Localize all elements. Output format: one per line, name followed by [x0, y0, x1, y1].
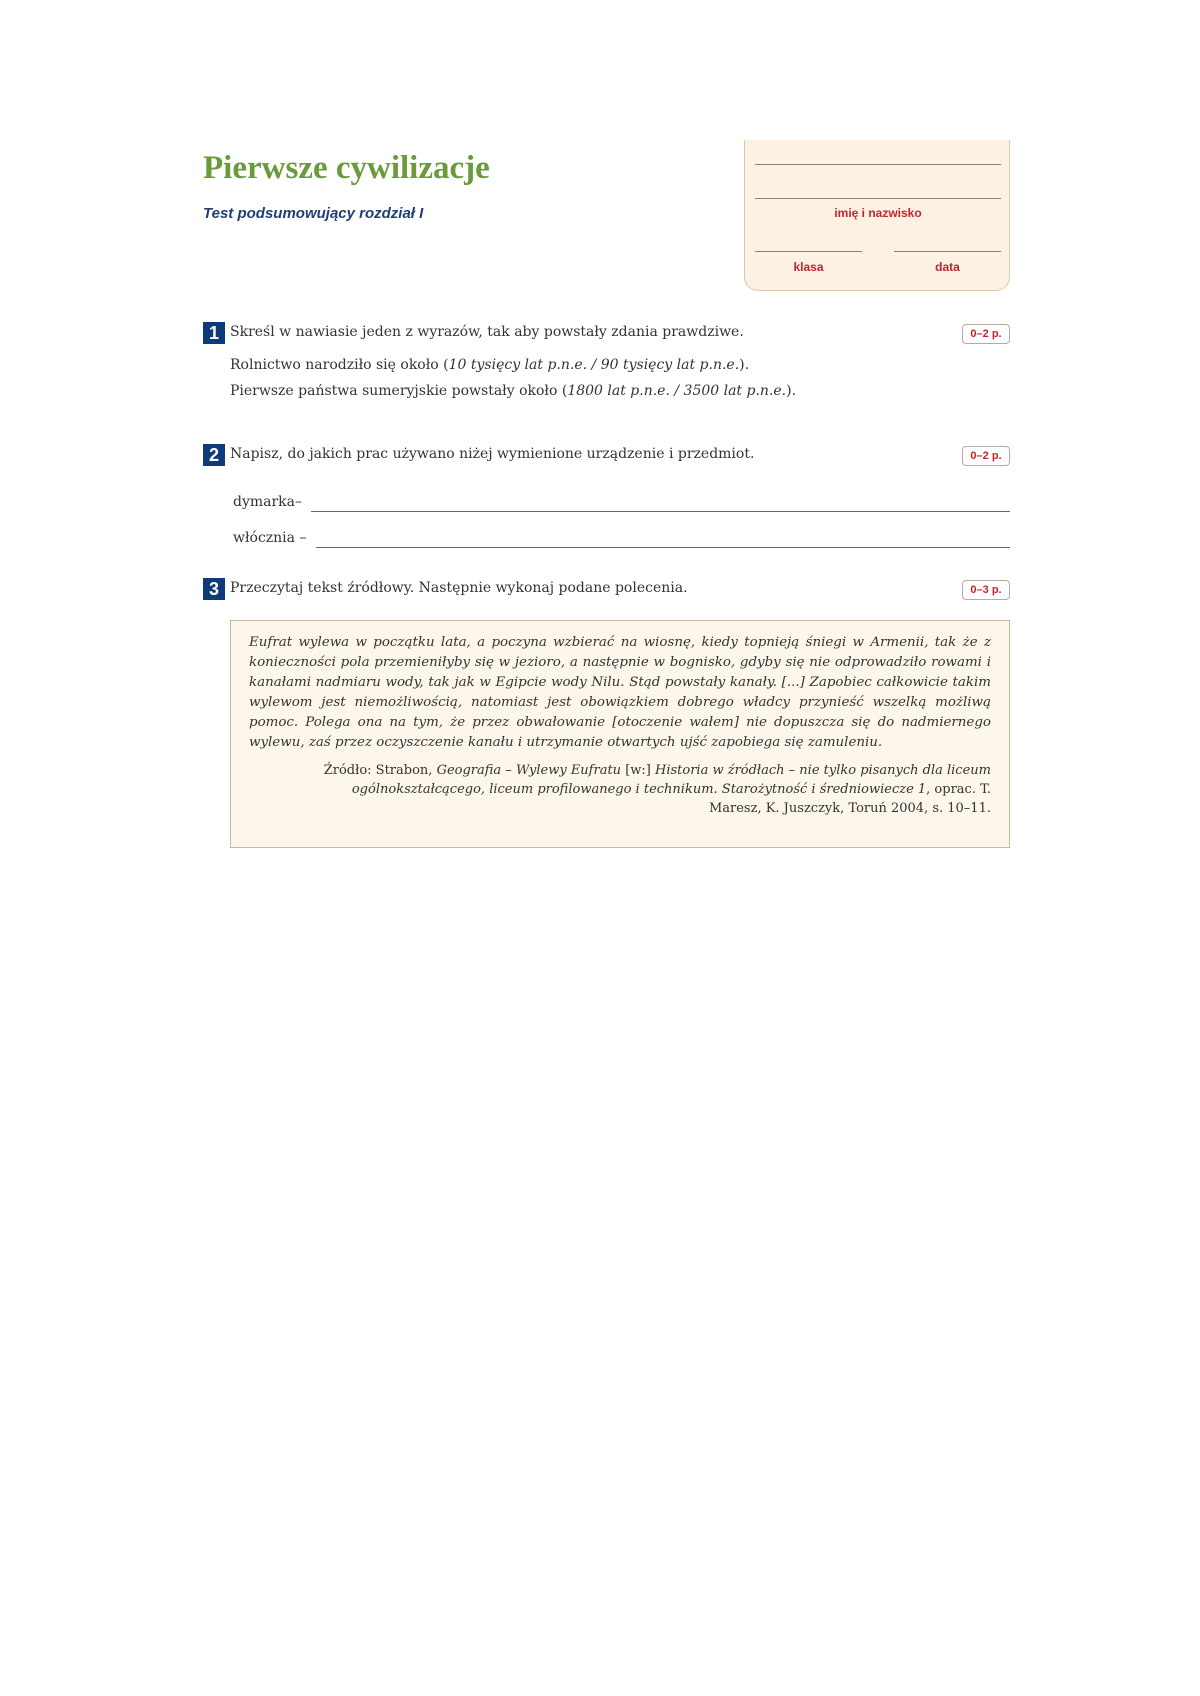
task-instruction: Przeczytaj tekst źródłowy. Następnie wykonaj podane polecenia.: [230, 580, 688, 596]
date-label: data: [935, 260, 960, 274]
task-instruction: Skreśl w nawiasie jeden z wyrazów, tak aby powstały zdania prawdziwe.: [230, 324, 744, 340]
task-1: [203, 322, 1010, 402]
answer-line[interactable]: [311, 511, 1010, 512]
points-badge: 0–2 p.: [962, 324, 1010, 344]
task-1-sentence-1: [230, 357, 749, 373]
task-number: 3: [203, 578, 225, 600]
points-badge: 0–3 p.: [962, 580, 1010, 600]
source-text-box: [230, 620, 1010, 848]
page-title: Pierwsze cywilizacje: [203, 150, 490, 186]
option-separator: /: [587, 357, 601, 373]
answer-row-wlocznia: [233, 530, 1010, 550]
class-line[interactable]: [755, 251, 862, 252]
task-number: 1: [203, 322, 225, 344]
sentence-end: ).: [786, 383, 797, 399]
points-badge: 0–2 p.: [962, 446, 1010, 466]
source-text: Eufrat wylewa w początku lata, a poczyna wzbierać na wiosnę, kiedy topnieją śniegi w Armenii, tak że z konieczności pola przemieniłyby się w jezioro, a następnie w bognisko, gdyby się nie odprowadziło rowami i kanałami nadmiaru wody, tak jak w Egipcie wody Nilu. Stąd powstały kanały. [...] Zapobiec całkowicie takim wylewom jest niemożliwością, natomiast jest obowiązkiem dobrego władcy przynieść wszelką możliwą pomoc. Polega ona na tym, że przez obwałowanie [otoczenie wałem] nie dopuszcza się do nadmiernego wylewu, zaś przez oczyszczenie kanału i utrzymanie otwartych ujść zapobiega się zamuleniu.: [249, 635, 991, 750]
answer-label: włócznia –: [233, 530, 307, 546]
sentence-text: Rolnictwo narodziło się około (: [230, 357, 449, 373]
name-label: imię i nazwisko: [834, 206, 922, 220]
option-b[interactable]: 3500 lat p.n.e.: [683, 383, 787, 399]
source-prefix: Źródło: Strabon,: [323, 763, 437, 778]
name-line-2[interactable]: [755, 198, 1001, 199]
sentence-text: Pierwsze państwa sumeryjskie powstały około (: [230, 383, 568, 399]
sentence-end: ).: [739, 357, 750, 373]
task-3: [203, 578, 1010, 604]
task-2: [203, 444, 1010, 554]
page-subtitle: Test podsumowujący rozdział I: [203, 205, 424, 222]
class-label: klasa: [793, 260, 824, 274]
answer-line[interactable]: [316, 547, 1010, 548]
student-info-box: [744, 140, 1010, 291]
source-mid: [w:]: [621, 763, 655, 778]
option-b[interactable]: 90 tysięcy lat p.n.e.: [600, 357, 740, 373]
name-line-1[interactable]: [755, 164, 1001, 165]
source-book: Historia w źródłach – nie tylko pisanych dla liceum ogólnokształcącego, liceum profilowanego i technikum. Starożytność i średniowiecze 1: [351, 763, 991, 797]
option-a[interactable]: 1800 lat p.n.e.: [567, 383, 670, 399]
date-line[interactable]: [894, 251, 1001, 252]
answer-row-dymarka: [233, 494, 1010, 514]
source-reference: [309, 761, 991, 818]
option-separator: /: [669, 383, 684, 399]
task-1-sentence-2: [230, 383, 796, 399]
task-instruction: Napisz, do jakich prac używano niżej wymienione urządzenie i przedmiot.: [230, 446, 755, 462]
option-a[interactable]: 10 tysięcy lat p.n.e.: [448, 357, 588, 373]
source-work: Geografia – Wylewy Eufratu: [436, 763, 622, 778]
task-number: 2: [203, 444, 225, 466]
source-suffix: , oprac. T. Maresz, K. Juszczyk, Toruń 2004, s. 10–11.: [708, 782, 991, 816]
answer-label: dymarka–: [233, 494, 303, 510]
